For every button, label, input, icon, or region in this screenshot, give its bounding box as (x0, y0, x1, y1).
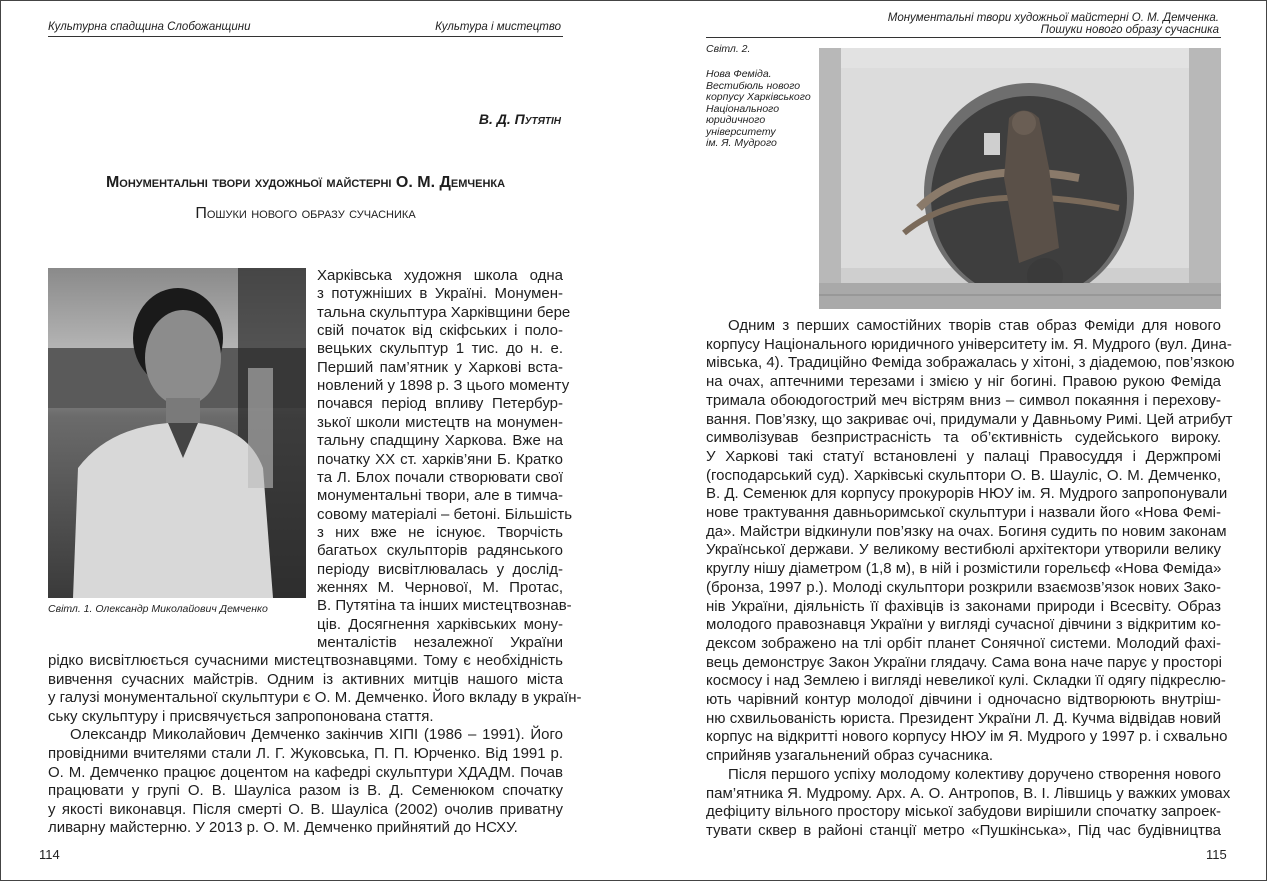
text-line: совому матеріалі – бетоні. Більшість (317, 505, 573, 523)
text-line: ють чарівний контур молодої дівчини і одночасно відтворюють внутріш- (706, 691, 1221, 708)
text-line: новлений у 1898 р. З цього моменту (317, 377, 570, 395)
text-line: круглу нішу діаметром (1,8 м), в ній і розмістили горельєф «Нова Феміда» (706, 560, 1222, 578)
article-title: Монументальні твори художньої майстерні О. М. Демченка (105, 174, 506, 191)
text-line: з потужніших в Україні. Монумен- (317, 285, 563, 303)
header-rule (48, 36, 563, 37)
text-line: Перший пам’ятник у Харкові вста- (317, 358, 563, 376)
text-line: свій початок від скіфських і поло- (317, 322, 563, 340)
text-line: тальну спадщину Харкова. Вже на (317, 432, 563, 450)
text-line: вивчення сучасних майстрів. Одним із активних митців нашого міста (48, 670, 563, 688)
text-line: да». Майстри відкинули пов’язку на очах. Богиня судить по новим законам (706, 522, 1227, 540)
text-line: корпус на відкритті нового корпусу НЮУ ім Я. Мудрого у 1997 р. і схвально (706, 728, 1228, 746)
running-header-left: Культурна спадщина Слобожанщини (48, 21, 251, 33)
text-line: ню схвильованість юриста. Президент України Л. Д. Кучма відвідав новий (706, 709, 1221, 727)
running-header-section: Культура і мистецтво (435, 21, 561, 33)
text-line: (господарський суд). Харківські скульптори О. В. Шауліс, О. М. Демченко, (706, 466, 1221, 484)
text-line: рідко висвітлюється сучасними мистецтвознавцями. Тому є необхідність (48, 652, 563, 669)
page-number-left: 114 (39, 847, 60, 862)
caption-line: університету (706, 125, 776, 138)
portrait-photo (48, 268, 306, 598)
text-line: дексом зображено на тлі орбіт планет Сонячної системи. Молодий фахі- (706, 634, 1221, 652)
text-line: працювати у групі О. В. Шауліса разом із В. Д. Семенюком спочатку (48, 782, 563, 800)
text-line: тальна скульптура Харківщини бере (317, 303, 571, 321)
text-line: провідними вчителями стали Л. Г. Жуковська, П. П. Юрченко. Від 1991 р. (48, 745, 563, 762)
text-line: у якості виконавця. Після смерті О. В. Шауліса (2002) очолив приватну (48, 800, 563, 818)
caption-line: ім. Я. Мудрого (706, 137, 777, 149)
text-line: дефіциту вільного простору міської забудови вирішили спочатку запроек- (706, 803, 1221, 821)
article-subtitle: Пошуки нового образу сучасника (195, 205, 416, 222)
text-line: женнях М. Чернової, М. Протас, (317, 578, 563, 596)
text-line: В. Д. Семенюк для корпусу прокурорів НЮУ ім. Я. Мудрого запропонували (706, 485, 1228, 503)
text-line: на очах, аптечними терезами і змією у ніг богині. Правою рукою Феміда (706, 373, 1221, 391)
text-line: багатьох скульпторів радянського (317, 542, 563, 560)
caption-line: Вестибюль нового (706, 79, 801, 92)
portrait-illustration (48, 268, 306, 598)
article-author: В. Д. Путятін (478, 111, 561, 127)
text-line: з них вже не існуює. Творчість (317, 523, 563, 541)
text-line: тувати сквер в районі станції метро «Пушкінська», Під час будівництва (706, 821, 1221, 839)
text-line: пам’ятника Я. Мудрому. Арх. А. О. Антропов, В. І. Лівшиць у важких умовах (706, 784, 1231, 802)
photo-caption-2-label: Світл. 2. (706, 43, 751, 55)
text-line: періоду висвітлювалась у дослід- (317, 560, 563, 578)
text-line: монументальні твори, але в тимча- (317, 487, 563, 505)
text-line: нове трактування давньоримської скульптури і назвали його «Нова Фемі- (706, 504, 1221, 521)
text-line: Харківська художня школа одна (317, 267, 563, 284)
text-line: космосу і над Землею і вигляді невеликої кулі. Складки її одягу підкреслю- (706, 672, 1226, 690)
text-line: вання. Пов’язку, що закриває очі, придумали у Давньому Римі. Цей атрибут (706, 410, 1233, 428)
header-rule (706, 37, 1221, 38)
text-line: символізував безпристрасність та об’єктивність судейського вироку. (706, 429, 1221, 447)
caption-line: корпусу Харківського (706, 91, 811, 103)
caption-line: Нова Феміда. (706, 68, 772, 80)
nova-femida-photo (819, 48, 1221, 309)
text-line: мівська, 4). Традиційно Феміда зображалась у хітоні, з діадемою, пов’язкою (706, 354, 1235, 372)
text-line: (бронза, 1997 р.). Молоді скульптори розкрили взаємозв’язок нових Зако- (706, 578, 1221, 596)
text-line: у галузі монументальної скульптури є О. М. Демченко. Його вкладу в україн- (48, 689, 582, 707)
text-line: ців. Досягнення харківських мону- (317, 615, 563, 633)
text-line: Олександр Миколайович Демченко закінчив ХІПІ (1986 – 1991). Його (70, 726, 563, 744)
photo-caption-1: Світл. 1. Олександр Миколайович Демченко (48, 603, 268, 615)
text-line: тримала обоюдогострий меч вістрям вниз – символ покаяння і перехову- (706, 391, 1221, 409)
text-line: зької школи мистецтв на монумен- (317, 413, 563, 431)
running-header-right-2: Пошуки нового образу сучасника (1040, 24, 1219, 36)
text-line: нів України, діяльність її фахівців із законами природи і Всесвіту. Образ (706, 597, 1221, 615)
caption-line: юридичного (706, 114, 766, 126)
text-line: Після першого успіху молодому колективу доручено створення нового (728, 765, 1221, 783)
text-line: В. Путятіна та інших мистецтвознав- (317, 597, 572, 615)
text-line: молодого правознавця України у вигляді сучасної дівчини з відкритим ко- (706, 616, 1221, 634)
text-line: ливарну майстерню. У 2013 р. О. М. Демченко прийнятий до НСХУ. (48, 819, 518, 837)
text-line: початку XX ст. харків’яни Б. Кратко (317, 450, 563, 468)
text-line: Одним з перших самостійних творів став образ Феміди для нового (728, 317, 1221, 334)
text-line: У Харкові такі статуї встановлені у палаці Правосуддя і Держпромі (706, 447, 1221, 465)
text-line: менталістів незалежної України (317, 634, 563, 651)
page-number-right: 115 (1206, 847, 1227, 862)
relief-illustration (819, 48, 1221, 309)
text-line: вець демонструє Закон України глядачу. Сама вона наче парує у просторі (706, 653, 1222, 671)
text-line: О. М. Демченко працює доцентом на кафедрі скульптури ХДАДМ. Почав (48, 763, 563, 781)
text-line: вецьких скульптур 1 тис. до н. е. (317, 340, 563, 358)
text-line: ську скульптуру і присвячується запропонована стаття. (48, 707, 434, 725)
running-header-right-1: Монументальні твори художньої майстерні О. М. Демченка. (887, 12, 1219, 24)
photo-caption-2 (706, 69, 811, 150)
text-line: Української держави. У великому вестибюлі архітектори утворили велику (706, 541, 1221, 559)
text-line: корпусу Національного юридичного університету ім. Я. Мудрого (вул. Дина- (706, 335, 1232, 353)
text-line: сприйняв узагальнений образ сучасника. (706, 747, 994, 765)
caption-line: Національного (706, 102, 780, 115)
text-line: та Л. Блох почали створювати свої (317, 468, 563, 486)
text-line: почався період впливу Петербур- (317, 395, 563, 413)
